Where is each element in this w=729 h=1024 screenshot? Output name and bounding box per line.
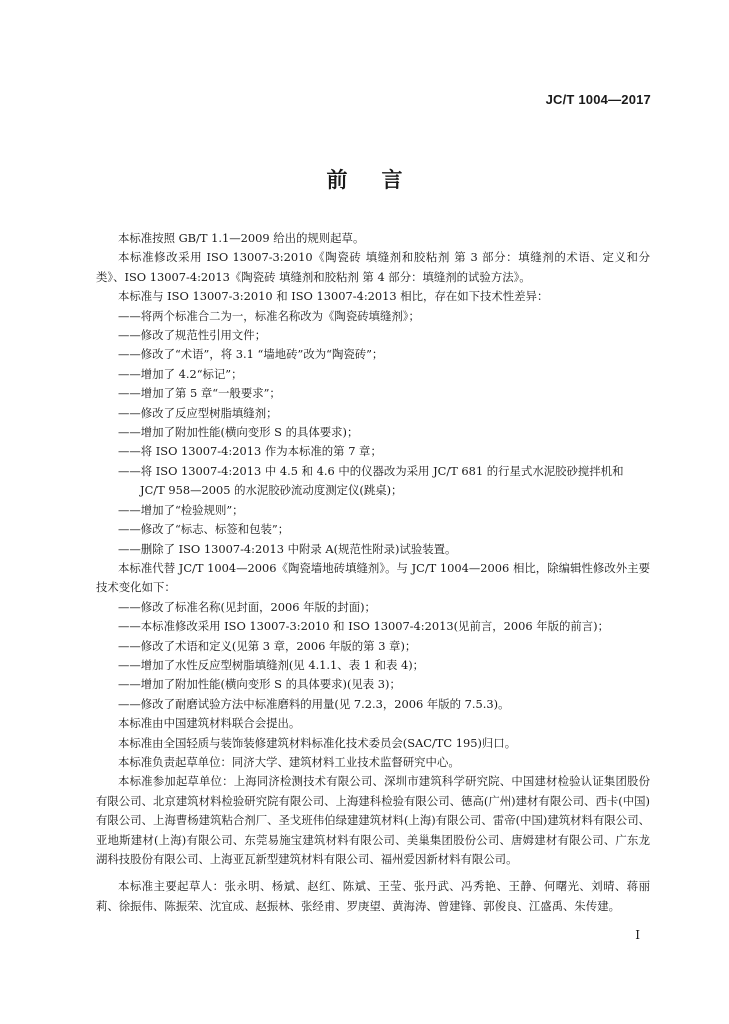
paragraph-centralized-by: 本标准由全国轻质与装饰装修建筑材料标准化技术委员会(SAC/TC 195)归口。 [118, 735, 517, 750]
list-item: ——修改了耐磨试验方法中标准磨料的用量(见 7.2.3，2006 年版的 7.5.3)。 [118, 696, 510, 711]
list-item: ——增加了 4.2“标记”； [118, 366, 243, 381]
list-item: ——删除了 ISO 13007-4:2013 中附录 A(规范性附录)试验装置。 [118, 541, 457, 556]
standard-code: JC/T 1004—2017 [545, 92, 651, 107]
list-item: ——增加了附加性能(横向变形 S 的具体要求)； [118, 425, 359, 440]
list-item: ——将 ISO 13007-4:2013 作为本标准的第 7 章； [118, 444, 382, 459]
list-item: ——增加了附加性能(横向变形 S 的具体要求)(见表 3)； [118, 677, 401, 692]
list-item: ——修改了“术语”，将 3.1 “墙地砖”改为“陶瓷砖”； [118, 347, 384, 362]
list-item: ——将 ISO 13007-4:2013 中 4.5 和 4.6 中的仪器改为采用 JC/T 681 的行星式水泥胶砂搅拌机和 [118, 463, 624, 478]
list-item: ——增加了水性反应型树脂填缝剂(见 4.1.1、表 1 和表 4)； [118, 657, 425, 672]
page-number: I [635, 928, 640, 942]
foreword-body [96, 229, 650, 916]
paragraph-replaces: 本标准代替 JC/T 1004—2006《陶瓷墙地砖填缝剂》。与 JC/T 1004—2006 相比，除编辑性修改外主要技术变化如下： [96, 560, 650, 595]
page-title: 前言 [326, 168, 437, 192]
paragraph-proposed-by: 本标准由中国建筑材料联合会提出。 [118, 716, 301, 731]
paragraph-drafting-rule: 本标准按照 GB/T 1.1—2009 给出的规则起草。 [118, 231, 365, 245]
paragraph-main-drafters: 本标准主要起草人：张永明、杨斌、赵红、陈斌、王莹、张丹武、冯秀艳、王静、何曙光、刘晴、蒋丽莉、徐振伟、陈振荣、沈宜成、赵振林、张经甫、罗庚望、黄海涛、曾建锋、郭俊良、江盛禹、朱传建。 [96, 879, 650, 913]
list-item: ——修改了“标志、标签和包装”； [118, 522, 290, 537]
list-item: ——修改了标准名称(见封面，2006 年版的封面)； [118, 599, 376, 614]
list-item: ——增加了第 5 章“一般要求”； [118, 386, 281, 401]
paragraph-participating-units: 本标准参加起草单位：上海同济检测技术有限公司、深圳市建筑科学研究院、中国建材检验认证集团股份有限公司、北京建筑材料检验研究院有限公司、上海建科检验有限公司、德高(广州)建材有限公司、西卡(中国)有限公司、上海曹杨建筑粘合剂厂、圣戈班伟伯绿建建筑材料(上海)有限公司、雷帝(中国)建筑材料有限公司、亚地斯建材(上海)有限公司、东莞易施宝建筑材料有限公司、美巢集团股份公司、唐姆建材有限公司、广东龙湖科技股份有限公司、上海亚瓦新型建筑材料有限公司、福州爱因新材料有限公司。 [96, 774, 650, 866]
paragraph-differences-intro: 本标准与 ISO 13007-3:2010 和 ISO 13007-4:2013 相比，存在如下技术性差异： [118, 289, 549, 304]
list-item: ——修改了术语和定义(见第 3 章，2006 年版的第 3 章)； [118, 638, 417, 653]
paragraph-lead-drafters: 本标准负责起草单位：同济大学、建筑材料工业技术监督研究中心。 [118, 754, 460, 769]
list-item: ——将两个标准合二为一，标准名称改为《陶瓷砖填缝剂》； [118, 308, 420, 323]
list-item-continuation: JC/T 958—2005 的水泥胶砂流动度测定仪(跳桌)； [140, 483, 403, 498]
list-item: ——增加了“检验规则”； [118, 502, 244, 517]
paragraph-adoption: 本标准修改采用 ISO 13007-3:2010《陶瓷砖 填缝剂和胶粘剂 第 3 部分：填缝剂的术语、定义和分类》、ISO 13007-4:2013《陶瓷砖 填缝剂和胶粘剂 第 4 部分：填缝剂的试验方法》。 [96, 250, 650, 284]
list-item: ——本标准修改采用 ISO 13007-3:2010 和 ISO 13007-4:2013(见前言，2006 年版的前言)； [118, 619, 610, 634]
spacer [96, 869, 650, 877]
list-item: ——修改了反应型树脂填缝剂； [118, 405, 278, 420]
list-item: ——修改了规范性引用文件； [118, 328, 267, 343]
